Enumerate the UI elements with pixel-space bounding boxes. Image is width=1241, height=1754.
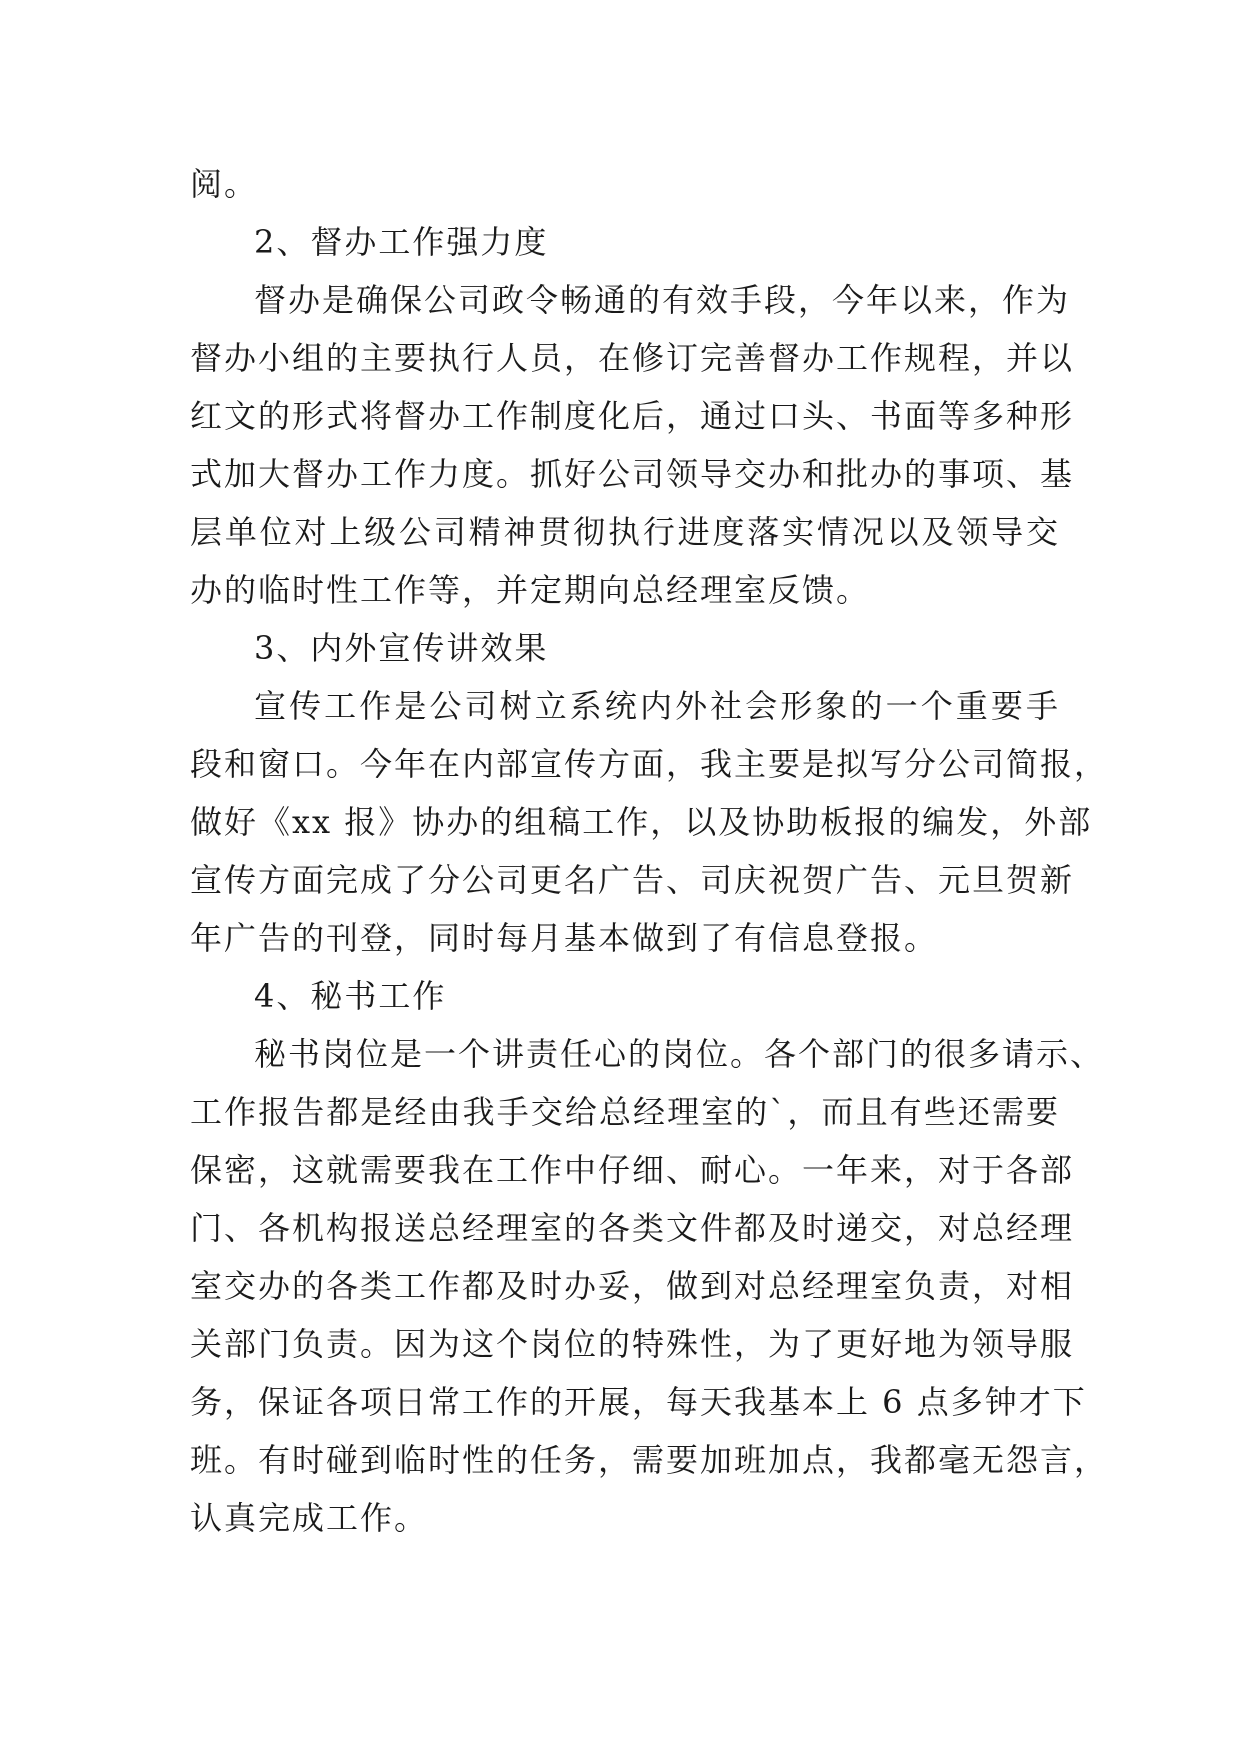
paragraph-line: 秘书岗位是一个讲责任心的岗位。各个部门的很多请示、 bbox=[254, 1035, 1105, 1073]
paragraph-line: 年广告的刊登，同时每月基本做到了有信息登报。 bbox=[190, 919, 939, 957]
paragraph-line: 做好《xx 报》协办的组稿工作，以及协助板报的编发，外部 bbox=[190, 803, 1093, 841]
paragraph-line: 工作报告都是经由我手交给总经理室的`，而且有些还需要 bbox=[190, 1093, 1060, 1131]
paragraph-line: 关部门负责。因为这个岗位的特殊性，为了更好地为领导服 bbox=[190, 1325, 1075, 1363]
paragraph-line: 阅。 bbox=[190, 165, 259, 203]
section-heading: 3、内外宣传讲效果 bbox=[254, 629, 549, 667]
document-body bbox=[190, 155, 1109, 1547]
paragraph-line: 保密，这就需要我在工作中仔细、耐心。一年来，对于各部 bbox=[190, 1151, 1075, 1189]
paragraph-line: 红文的形式将督办工作制度化后，通过口头、书面等多种形 bbox=[190, 397, 1075, 435]
paragraph-line: 班。有时碰到临时性的任务，需要加班加点，我都毫无怨言， bbox=[190, 1441, 1109, 1479]
paragraph-line: 务，保证各项日常工作的开展，每天我基本上 6 点多钟才下 bbox=[190, 1383, 1087, 1421]
paragraph-line: 宣传方面完成了分公司更名广告、司庆祝贺广告、元旦贺新 bbox=[190, 861, 1075, 899]
paragraph-line: 宣传工作是公司树立系统内外社会形象的一个重要手 bbox=[254, 687, 1060, 725]
section-heading: 4、秘书工作 bbox=[254, 977, 447, 1015]
paragraph-line: 办的临时性工作等，并定期向总经理室反馈。 bbox=[190, 571, 871, 609]
section-heading: 2、督办工作强力度 bbox=[254, 223, 549, 261]
paragraph-line: 段和窗口。今年在内部宣传方面，我主要是拟写分公司简报， bbox=[190, 745, 1109, 783]
paragraph-line: 门、各机构报送总经理室的各类文件都及时递交，对总经理 bbox=[190, 1209, 1075, 1247]
paragraph-line: 督办是确保公司政令畅通的有效手段，今年以来，作为 bbox=[254, 281, 1071, 319]
paragraph-line: 式加大督办工作力度。抓好公司领导交办和批办的事项、基 bbox=[190, 455, 1075, 493]
paragraph-line: 层单位对上级公司精神贯彻执行进度落实情况以及领导交 bbox=[190, 513, 1060, 551]
paragraph-line: 认真完成工作。 bbox=[190, 1499, 429, 1537]
paragraph-line: 室交办的各类工作都及时办妥，做到对总经理室负责，对相 bbox=[190, 1267, 1075, 1305]
paragraph-line: 督办小组的主要执行人员，在修订完善督办工作规程，并以 bbox=[190, 339, 1075, 377]
